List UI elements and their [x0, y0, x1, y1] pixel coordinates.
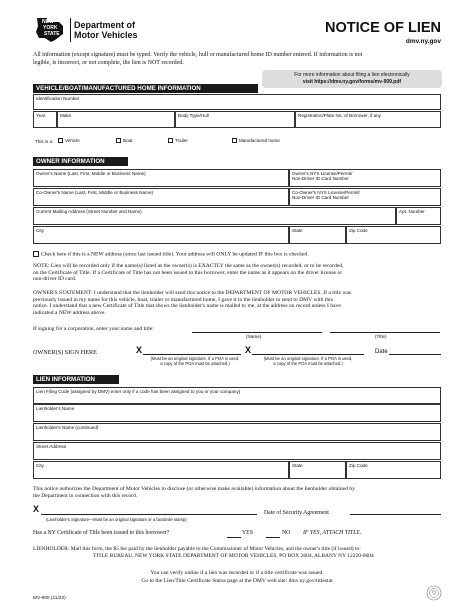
lienholder-sign-x: X	[33, 504, 40, 514]
id-number-field[interactable]: Identification Number	[33, 94, 441, 110]
corp-name-line[interactable]	[192, 332, 322, 333]
corp-label: If signing for a corporation, enter your name and title:	[33, 326, 154, 332]
checkbox-icon	[116, 138, 121, 143]
owner-sig-note: (Must be an original signature. If a POA is used, a copy of the POA must be attached.)	[150, 356, 240, 366]
lien-heading: LIEN INFORMATION	[33, 375, 119, 384]
owner-zip-field[interactable]: Zip Code	[346, 226, 441, 244]
checkbox-icon	[58, 138, 63, 143]
make-field[interactable]: Make	[57, 111, 175, 128]
this-is-a-label: This is a:	[35, 139, 54, 144]
dept-name: Department of Motor Vehicles	[74, 20, 138, 40]
date-label: Date	[375, 349, 388, 355]
name-caption: (Name)	[246, 334, 262, 339]
apt-number-field[interactable]: Apt. Number	[396, 207, 441, 225]
intro-text: All information (except signature) must be typed. Verify the vehicle, hull or manufactured home ID number entered. If information is not legible, is incorrect, or not complete, the lien is NOT recorded.	[33, 52, 363, 66]
manufactured-home-checkbox[interactable]: Manufactured home	[232, 138, 280, 143]
logo-text-new: NEW	[42, 19, 54, 25]
info-box: For more information about filing a lien electronically visit https://dmv.ny.gov/forms/mv-909.pdf	[262, 70, 442, 88]
registration-field[interactable]: Registration/Plate No. of Borrower, if any	[295, 111, 441, 128]
if-yes-note: IF YES, ATTACH TITLE.	[303, 530, 362, 536]
yes-blank[interactable]	[227, 537, 241, 538]
co-owner-license-field[interactable]: Co-Owner's NYS License/Permit/ Non-Driver ID Card Number	[289, 188, 441, 206]
lienholder-name-cont-field[interactable]: Lienholder's Name (continued)	[33, 423, 441, 441]
owner-city-field[interactable]: City	[33, 226, 289, 244]
lien-city-field[interactable]: City	[33, 461, 289, 479]
co-owner-name-field[interactable]: Co-Owner's Name (Last, First, Middle or Business Name)	[33, 188, 289, 206]
title-caption: (Title)	[375, 334, 387, 339]
page-title: NOTICE OF LIEN	[325, 20, 441, 36]
form-id: MV-900 (11/22)	[33, 596, 66, 601]
mail-instructions: LIENHOLDER: Mail this form, the $5 fee paid by the lienholder payable to the Commissioner of Motor Vehicles, and the owner's title (if issued) to: TITLE BUREAU, NEW YORK STATE DEPARTMENT OF MOTOR VEHICLES, PO BOX 2604, ALBANY NY 12220-0604	[33, 546, 374, 559]
website: dmv.ny.gov	[405, 38, 441, 45]
new-address-checkbox[interactable]: Check here if this is a NEW address (since last issued title). Your address will ONLY be updated IF this box is checked.	[33, 251, 441, 257]
owner-sign-x-2: X	[245, 345, 252, 355]
lien-zip-field[interactable]: Zip Code	[346, 461, 441, 479]
authorization-text: This notice authorizes the Department of Motor Vehicles to disclose (or otherwise make available) information about the lienholder obtained by the Department in connection with this record.	[33, 486, 355, 499]
checkbox-icon	[168, 138, 173, 143]
year-field[interactable]: Year	[33, 111, 57, 128]
lienholder-name-field[interactable]: Lienholder's Name	[33, 404, 441, 422]
nys-logo	[33, 16, 67, 44]
yes-label: YES	[242, 530, 253, 536]
no-label: NO	[282, 530, 291, 536]
note-paragraph: NOTE: Lien will be recorded only if the name(s) listed as the owner(s) is EXACTLY the same as the owner(s) recorded, or to be recorded, on the Certificate of Title. If a Certificate of Title has not been issued to this borrower, enter the name as it appears on the driver license or non-driver ID card.	[33, 263, 344, 283]
body-type-field[interactable]: Body Type/Hull	[175, 111, 295, 128]
lien-street-field[interactable]: Street Address	[33, 442, 441, 460]
trailer-checkbox[interactable]: Trailer	[168, 138, 188, 143]
owner-signature-line[interactable]	[143, 354, 241, 355]
lienholder-sig-caption: (Lienholder's Signature—Must be an original signature or a facsimile stamp)	[46, 517, 187, 522]
owner-date-line[interactable]	[389, 354, 441, 355]
info-link[interactable]: visit https://dmv.ny.gov/forms/mv-909.pdf	[302, 78, 402, 85]
title-question: Has a NY Certificate of Title been issued to this borrower?	[33, 530, 170, 536]
no-blank[interactable]	[266, 537, 280, 538]
verify-text: You can verify online if a lien was recorded or if a title certificate was issued. Go to the Lien/Title Certificate Status page at the DMV web site: dmv.ny.gov/titlestat	[141, 570, 333, 584]
lien-filing-code-field[interactable]: Lien Filing Code (assigned by DMV) enter only if a code has been assigned to you or your company)	[33, 387, 441, 404]
boat-checkbox[interactable]: Boat	[116, 138, 132, 143]
owner-sign-x: X	[136, 345, 143, 355]
vehicle-heading: VEHICLE/BOAT/MANUFACTURED HOME INFORMATION	[33, 84, 258, 93]
logo-divider	[70, 18, 71, 42]
owner-sign-label: OWNER(S) SIGN HERE	[33, 349, 97, 356]
checkbox-icon	[232, 138, 237, 143]
security-date-line[interactable]	[350, 514, 441, 515]
checkbox-icon	[33, 251, 39, 257]
recycle-seal-icon	[426, 585, 442, 601]
corp-title-line[interactable]	[330, 332, 440, 333]
security-date-label: Date of Security Agreement	[264, 510, 329, 516]
vehicle-checkbox[interactable]: Vehicle	[58, 138, 80, 143]
co-owner-signature-line[interactable]	[252, 354, 364, 355]
co-owner-sig-note: (Must be an original signature. If a POA is used, a copy of the POA must be attached.)	[263, 356, 353, 366]
lien-state-field[interactable]: State	[289, 461, 346, 479]
owner-state-field[interactable]: State	[289, 226, 346, 244]
owner-name-field[interactable]: Owner's Name (Last, First, Middle or Business Name)	[33, 169, 289, 187]
logo-text-york: YORK	[43, 25, 58, 31]
mailing-address-field[interactable]: Current Mailing Address (Street Number and Name)	[33, 207, 396, 225]
logo-text-state: STATE	[44, 31, 60, 37]
owner-heading: OWNER INFORMATION	[33, 157, 128, 166]
owner-license-field[interactable]: Owner's NYS License/Permit/ Non-Driver ID Card Number	[289, 169, 441, 187]
owner-statement: OWNER'S STATEMENT: I understand that the lienholder will send this notice to the DEPARTMENT OF MOTOR VEHICLES. If a title was previously issued in my name for this vehicle, boat, trailer or manufactured home, I gave it to the lienholder to send to DMV with this notice. I understand that a new Certificate of Title that shows the lienholder's name is mailed to me, at the address on record unless I have indicated a NEW address above.	[33, 290, 352, 316]
lienholder-signature-line[interactable]	[41, 514, 257, 515]
